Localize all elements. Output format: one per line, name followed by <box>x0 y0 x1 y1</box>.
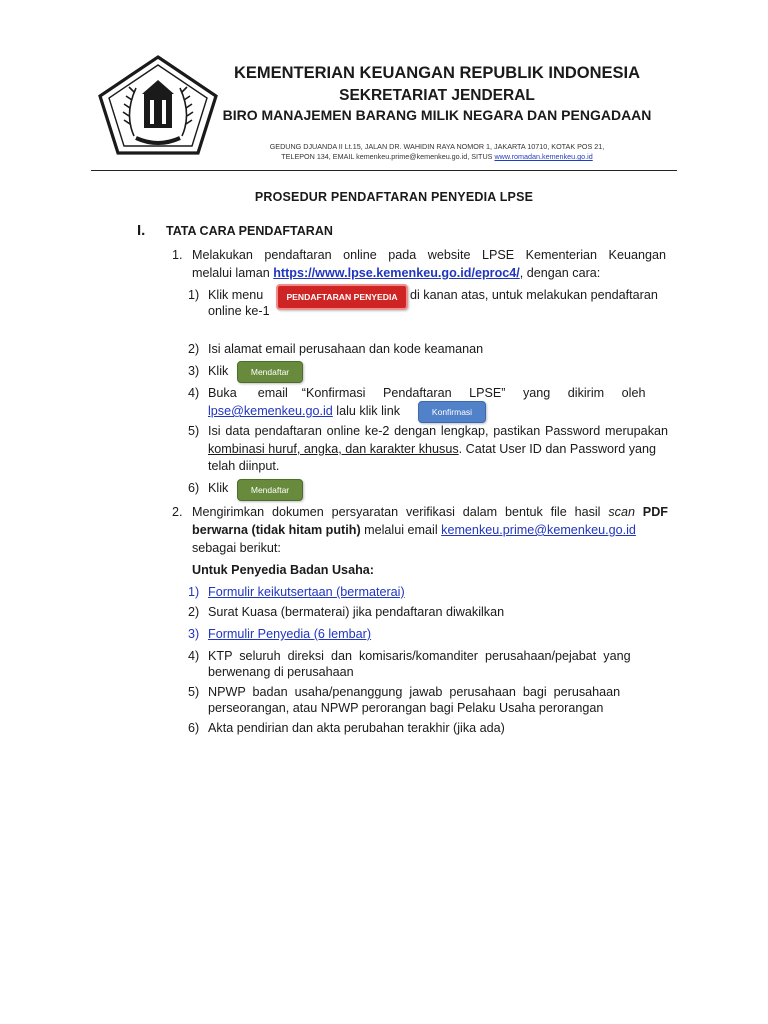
address-line-1: GEDUNG DJUANDA II Lt.15, JALAN DR. WAHIDIN RAYA NOMOR 1, JAKARTA 10710, KOTAK POS 21, <box>269 142 605 151</box>
substep-4-number: 4) <box>188 386 200 400</box>
substep-5-line-2: kombinasi huruf, angka, dan karakter khusus. Catat User ID dan Password yang <box>208 442 657 456</box>
website-link[interactable]: www.romadan.kemenkeu.go.id <box>494 152 593 161</box>
lpse-email-link[interactable]: lpse@kemenkeu.go.id <box>208 404 333 418</box>
req-1-formulir-keikutsertaan-link[interactable]: Formulir keikutsertaan (bermaterai) <box>208 585 405 599</box>
step-2-number: 2. <box>172 505 183 519</box>
req-2-text: Surat Kuasa (bermaterai) jika pendaftaran diwakilkan <box>208 605 505 619</box>
req-2-number: 2) <box>188 605 200 619</box>
step-2-line-1: Mengirimkan dokumen persyaratan verifikasi dalam bentuk file hasil scan PDF <box>192 505 668 519</box>
address-line-2: TELEPON 134, EMAIL kemenkeu.prime@kemenkeu.go.id, SITUS www.romadan.kemenkeu.go.id <box>281 152 593 161</box>
step-2-line-3: sebagai berikut: <box>192 541 281 555</box>
substep-1-after: di kanan atas, untuk melakukan pendaftaran <box>410 288 658 302</box>
konfirmasi-button[interactable]: Konfirmasi <box>418 401 486 423</box>
req-1-number: 1) <box>188 585 200 599</box>
mendaftar-button-2[interactable]: Mendaftar <box>237 479 303 501</box>
substep-5-line-1: Isi data pendaftaran online ke-2 dengan lengkap, pastikan Password merupakan <box>208 424 668 438</box>
req-6-text: Akta pendirian dan akta perubahan terakhir (jika ada) <box>208 721 505 735</box>
secretariat-name: SEKRETARIAT JENDERAL <box>339 87 535 104</box>
kemenkeu-prime-email-link[interactable]: kemenkeu.prime@kemenkeu.go.id <box>441 523 636 537</box>
substep-1-line-2: online ke-1 <box>208 304 270 318</box>
mendaftar-button-1[interactable]: Mendaftar <box>237 361 303 383</box>
substep-4-line-1: Buka email “Konfirmasi Pendaftaran LPSE” yang dikirim oleh <box>208 386 646 400</box>
substep-1-text: Klik menu <box>208 288 264 302</box>
req-5-line-1: NPWP badan usaha/penanggung jawab perusahaan bagi perusahaan <box>208 685 621 699</box>
step-1-line-2: melalui laman https://www.lpse.kemenkeu.go.id/eproc4/, dengan cara: <box>192 266 601 280</box>
req-4-number: 4) <box>188 649 200 663</box>
substep-2-number: 2) <box>188 342 200 356</box>
req-3-number: 3) <box>188 627 200 641</box>
req-3-formulir-penyedia-link[interactable]: Formulir Penyedia (6 lembar) <box>208 627 372 641</box>
substep-3-text: Klik <box>208 364 229 378</box>
section-title: TATA CARA PENDAFTARAN <box>166 224 333 238</box>
pendaftaran-penyedia-button[interactable]: PENDAFTARAN PENYEDIA <box>276 284 408 310</box>
header-divider <box>91 170 677 171</box>
substep-1-number: 1) <box>188 288 200 302</box>
step-2-line-2: berwarna (tidak hitam putih) melalui email kemenkeu.prime@kemenkeu.go.id <box>192 523 636 537</box>
req-5-number: 5) <box>188 685 200 699</box>
document-title: PROSEDUR PENDAFTARAN PENYEDIA LPSE <box>254 190 534 204</box>
bureau-name: BIRO MANAJEMEN BARANG MILIK NEGARA DAN PENGADAAN <box>222 107 652 123</box>
section-number: I. <box>137 222 146 239</box>
lpse-url-link[interactable]: https://www.lpse.kemenkeu.go.id/eproc4/ <box>273 266 520 280</box>
substep-5-number: 5) <box>188 424 200 438</box>
step-1-number: 1. <box>172 248 183 262</box>
ministry-name: KEMENTERIAN KEUANGAN REPUBLIK INDONESIA <box>233 64 641 82</box>
step-1-line-1: Melakukan pendaftaran online pada website LPSE Kementerian Keuangan <box>192 248 666 262</box>
req-4-line-1: KTP seluruh direksi dan komisaris/komanditer perusahaan/pejabat yang <box>208 649 631 663</box>
substep-5-line-3: telah diinput. <box>208 459 280 473</box>
substep-6-number: 6) <box>188 481 200 495</box>
substep-6-text: Klik <box>208 481 229 495</box>
req-4-line-2: berwenang di perusahaan <box>208 665 354 679</box>
substep-3-number: 3) <box>188 364 200 378</box>
req-6-number: 6) <box>188 721 200 735</box>
badan-usaha-heading: Untuk Penyedia Badan Usaha: <box>192 563 374 577</box>
substep-4-line-2: lpse@kemenkeu.go.id lalu klik link <box>208 404 400 418</box>
req-5-line-2: perseorangan, atau NPWP perorangan bagi Pelaku Usaha perorangan <box>208 701 604 715</box>
substep-2-text: Isi alamat email perusahaan dan kode keamanan <box>208 342 484 356</box>
